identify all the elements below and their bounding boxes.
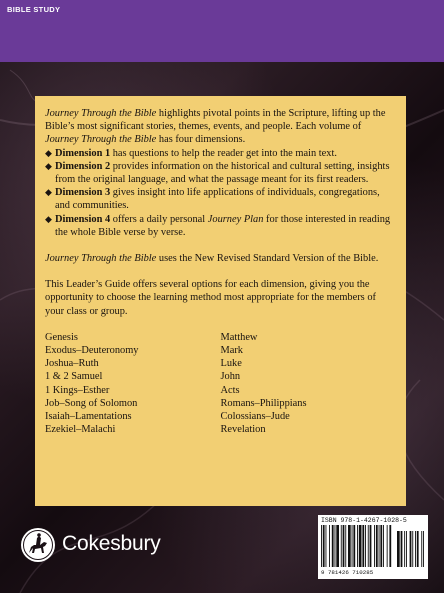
- list-item: Acts: [220, 384, 240, 396]
- list-item: Mark: [220, 345, 244, 357]
- list-item: 1 Kings–Esther: [45, 384, 110, 396]
- diamond-bullet-icon: ◆: [45, 213, 52, 224]
- list-item: Ezekiel–Malachi: [45, 424, 116, 436]
- barcode-bars: [321, 525, 425, 569]
- list-item: ◆ Dimension 2 provides information on the historical and cultural setting, insights from the original language, and what the passage meant for its first readers.: [45, 160, 390, 186]
- barcode-digits: 9 781426 710285: [321, 569, 374, 576]
- list-item: Job–Song of Solomon: [45, 397, 138, 409]
- list-item: Romans–Philippians: [220, 397, 307, 409]
- list-item: ◆ Dimension 3 gives insight into life applications of individuals, congregations, and communities.: [45, 187, 380, 212]
- series-label: BIBLE STUDY: [7, 5, 61, 14]
- list-item: ◆ Dimension 4 offers a daily personal Journey Plan for those interested in reading the whole Bible verse by verse.: [45, 213, 391, 238]
- list-item: Revelation: [220, 424, 266, 436]
- list-item: Exodus–Deuteronomy: [45, 345, 139, 357]
- isbn-barcode: [318, 515, 428, 579]
- diamond-bullet-icon: ◆: [45, 147, 52, 158]
- header-bar: [0, 0, 444, 62]
- new-testament-column: [221, 331, 397, 437]
- leaders-guide-paragraph: This Leader’s Guide offers several options for each dimension, giving you the opportunity to choose the learning method most appropriate for the members of your class or group.: [45, 279, 376, 317]
- diamond-bullet-icon: ◆: [45, 160, 52, 171]
- list-item: Colossians–Jude: [220, 410, 290, 422]
- version-paragraph: Journey Through the Bible uses the New Revised Standard Version of the Bible.: [45, 253, 379, 265]
- description-panel: [35, 96, 406, 506]
- intro-paragraph: Journey Through the Bible highlights pivotal points in the Scripture, lifting up the Bible’s most significant stories, themes, events, and people. Each volume of Journey Through the Bible has four dimensions.: [45, 108, 386, 146]
- publisher-logo: [20, 527, 180, 567]
- list-item: Luke: [220, 358, 242, 370]
- list-item: Isaiah–Lamentations: [45, 410, 132, 422]
- list-item: Matthew: [220, 331, 258, 343]
- list-item: Genesis: [45, 331, 78, 343]
- list-item: Joshua–Ruth: [45, 358, 99, 370]
- series-title: Journey Through the Bible: [45, 108, 157, 119]
- old-testament-column: [45, 331, 221, 437]
- list-item: ◆ Dimension 1 has questions to help the reader get into the main text.: [45, 147, 337, 159]
- list-item: John: [220, 371, 241, 383]
- horse-rider-seal-icon: [20, 527, 56, 563]
- list-item: 1 & 2 Samuel: [45, 371, 103, 383]
- publisher-name: Cokesbury: [62, 532, 161, 555]
- dimensions-list: [45, 147, 396, 239]
- diamond-bullet-icon: ◆: [45, 187, 52, 198]
- books-list: [45, 331, 396, 437]
- isbn-text: ISBN 978-1-4267-1028-5: [321, 517, 407, 524]
